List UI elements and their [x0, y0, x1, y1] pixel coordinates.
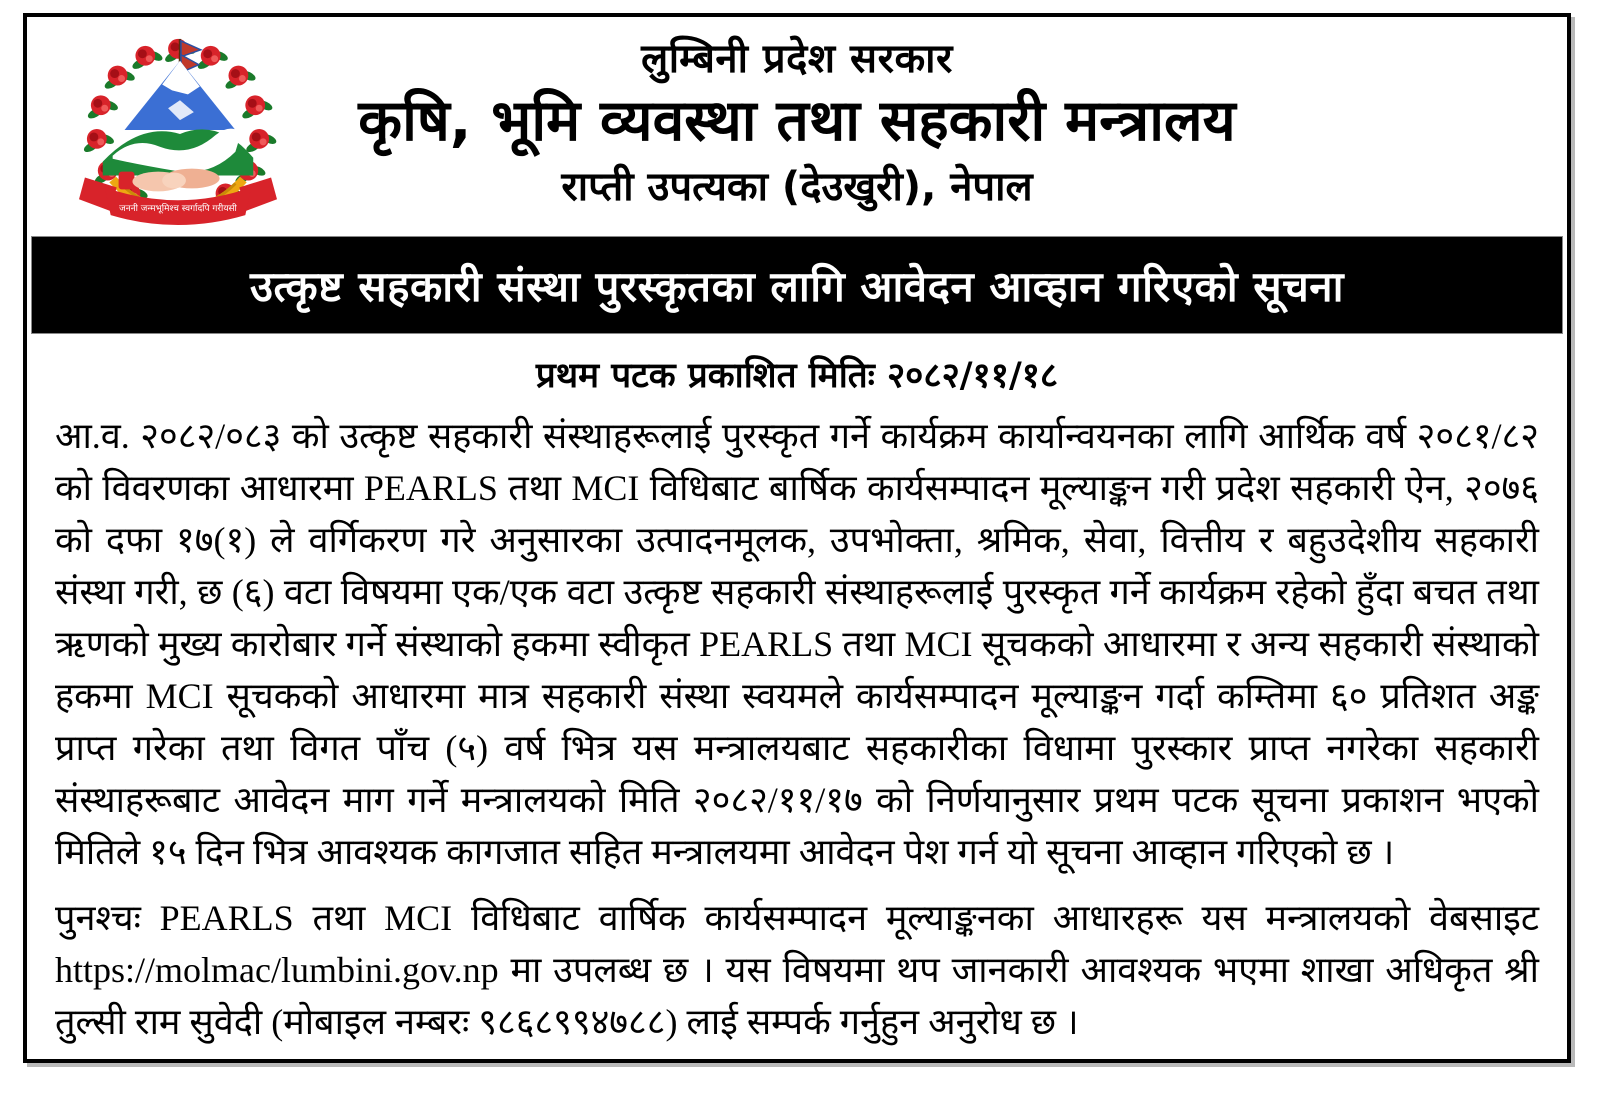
office-location: राप्ती उपत्यका (देउखुरी), नेपाल — [561, 163, 1033, 210]
government-name: लुम्बिनी प्रदेश सरकार — [641, 36, 953, 82]
notice-title-banner — [32, 237, 1562, 333]
letterhead — [27, 17, 1567, 237]
notice-title: उत्कृष्ट सहकारी संस्था पुरस्कृतका लागि आवेदन आव्हान गरिएको सूचना — [250, 261, 1344, 311]
emblem-motto: जननी जन्मभूमिश्च स्वर्गादपि गरीयसी — [119, 204, 237, 215]
notice-paragraph-postscript: पुनश्चः PEARLS तथा MCI विधिबाट वार्षिक कार्यसम्पादन मूल्याङ्कनका आधारहरू यस मन्त्रालयको वेबसाइट https://molmac/lumbini.gov.np मा उपलब्ध छ । यस विषयमा थप जानकारी आवश्यक भएमा शाखा अधिकृत श्री तुल्सी राम सुवेदी (मोबाइल नम्बरः ९८६८९९४७८८) लाई सम्पर्क गर्नुहुन अनुरोध छ । — [55, 898, 1539, 1042]
notice-body — [27, 398, 1567, 1048]
letterhead-titles — [27, 17, 1567, 209]
published-date-line: प्रथम पटक प्रकाशित मितिः २०८२/११/१८ — [535, 356, 1059, 396]
notice-paragraph-main: आ.व. २०८२/०८३ को उत्कृष्ट सहकारी संस्थाहरूलाई पुरस्कृत गर्ने कार्यक्रम कार्यान्वयनका लागि आर्थिक वर्ष २०८१/८२ को विवरणका आधारमा PEARLS तथा MCI विधिबाट बार्षिक कार्यसम्पादन मूल्याङ्कन गरी प्रदेश सहकारी ऐन, २०७६ को दफा १७(१) ले वर्गिकरण गरे अनुसारका उत्पादनमूलक, उपभोक्ता, श्रमिक, सेवा, वित्तीय र बहुउदेशीय सहकारी संस्था गरी, छ (६) वटा विषयमा एक/एक वटा उत्कृष्ट सहकारी संस्थाहरूलाई पुरस्कृत गर्ने कार्यक्रम रहेको हुँदा बचत तथा ऋणको मुख्य कारोबार गर्ने संस्थाको हकमा स्वीकृत PEARLS तथा MCI सूचकको आधारमा र अन्य सहकारी संस्थाको हकमा MCI सूचकको आधारमा मात्र सहकारी संस्था स्वयमले कार्यसम्पादन मूल्याङ्कन गर्दा कम्तिमा ६० प्रतिशत अङ्क प्राप्त गरेका तथा विगत पाँच (५) वर्ष भित्र यस मन्त्रालयबाट सहकारीका विधामा पुरस्कार प्राप्त नगरेका सहकारी संस्थाहरूबाट आवेदन माग गर्ने मन्त्रालयको मिति २०८२/११/१७ को निर्णयानुसार प्रथम पटक सूचना प्रकाशन भएको मितिले १५ दिन भित्र आवश्यक कागजात सहित मन्त्रालयमा आवेदन पेश गर्न यो सूचना आव्हान गरिएको छ । — [55, 416, 1539, 872]
document-border — [23, 13, 1571, 1063]
ministry-name: कृषि, भूमि व्यवस्था तथा सहकारी मन्त्रालय — [358, 88, 1236, 154]
